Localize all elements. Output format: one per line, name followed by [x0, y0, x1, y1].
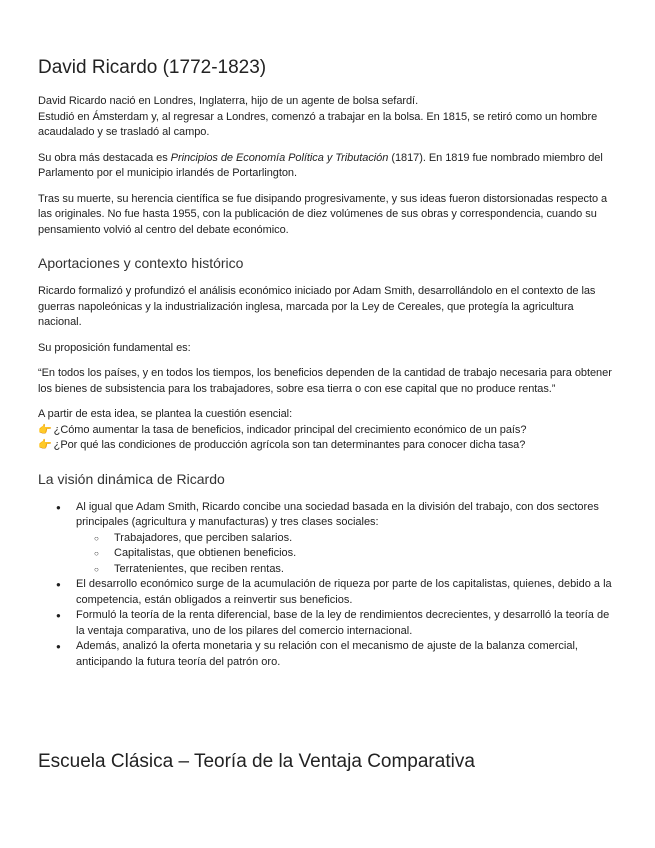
aportaciones-paragraph: Ricardo formalizó y profundizó el análisis económico iniciado por Adam Smith, desarrollándolo en el contexto de las guerras napoleónicas y la industrialización inglesa, marcada por la Ley de Cereales, que protegía la agricultura nacional. [38, 285, 596, 328]
proposicion-intro: Su proposición fundamental es: [38, 341, 191, 354]
vision-heading: La visión dinámica de Ricardo [38, 470, 225, 487]
pointing-hand-icon: 👉 [38, 423, 52, 436]
list-item: ● El desarrollo económico surge de la acumulación de riqueza por parte de los capitalistas, quienes, debido a la competencia, están obligados a reinvertir sus beneficios. [76, 577, 620, 608]
proposicion-quote: “En todos los países, y en todos los tiempos, los beneficios dependen de la cantidad de trabajo necesaria para obtener los bienes de subsistencia para los trabajadores, sobre esa tierra o con ese capital que no produce rentas.” [38, 367, 612, 395]
list-item [76, 500, 620, 578]
page-title: David Ricardo (1772-1823) [38, 57, 267, 78]
obra-book-title: Principios de Economía Política y Tributación [170, 151, 389, 164]
muerte-paragraph: Tras su muerte, su herencia científica se fue disipando progresivamente, y sus ideas fueron distorsionadas respecto a las originales. No fue hasta 1955, con la publicación de diez volúmenes de sus obras y correspondencia, cuando su pensamiento volvió al centro del debate económico. [38, 192, 608, 236]
obra-suffix: (1817). En 1819 fue nombrado miembro del Parlamento por el municipio irlandés de Portarlington. [38, 151, 603, 179]
document-body [38, 56, 620, 670]
list-item: ● Además, analizó la oferta monetaria y su relación con el mecanismo de ajuste de la balanza comercial, anticipando la futura teoría del patrón oro. [76, 639, 620, 670]
question-1: ¿Cómo aumentar la tasa de beneficios, indicador principal del crecimiento económico de un país? [53, 423, 527, 436]
aportaciones-heading: Aportaciones y contexto histórico [38, 255, 244, 271]
cuestion-paragraph [38, 407, 620, 454]
cuestion-intro: A partir de esta idea, se plantea la cuestión esencial: [38, 408, 293, 420]
pointing-hand-icon: 👉 [38, 439, 52, 451]
vision-list [38, 500, 620, 671]
obra-paragraph [38, 151, 620, 182]
intro-line-1: David Ricardo nació en Londres, Inglaterra, hijo de un agente de bolsa sefardí. [38, 95, 419, 107]
list-item: ○ Capitalistas, que obtienen beneficios. [114, 546, 620, 562]
list-item: ○ Terratenientes, que reciben rentas. [114, 562, 620, 578]
list-item: ● Formuló la teoría de la renta diferencial, base de la ley de rendimientos decrecientes, y desarrolló la teoría de la ventaja comparativa, uno de los pilares del comercio internacional. [76, 608, 620, 639]
question-2: ¿Por qué las condiciones de producción agrícola son tan determinantes para conocer dicha tasa? [53, 439, 526, 451]
next-section-title: Escuela Clásica – Teoría de la Ventaja Comparativa [38, 751, 475, 772]
vision-bullet-1: Al igual que Adam Smith, Ricardo concibe una sociedad basada en la división del trabajo, con dos sectores principales (agricultura y manufacturas) y tres clases sociales: [76, 500, 599, 528]
list-item: ○ Trabajadores, que perciben salarios. [114, 531, 620, 547]
social-classes-list [76, 531, 620, 578]
intro-paragraph [38, 94, 620, 141]
intro-line-2: Estudió en Ámsterdam y, al regresar a Londres, comenzó a trabajar en la bolsa. En 1815, se retiró como un hombre acaudalado y se trasladó al campo. [38, 110, 598, 138]
obra-prefix: Su obra más destacada es [38, 151, 171, 164]
